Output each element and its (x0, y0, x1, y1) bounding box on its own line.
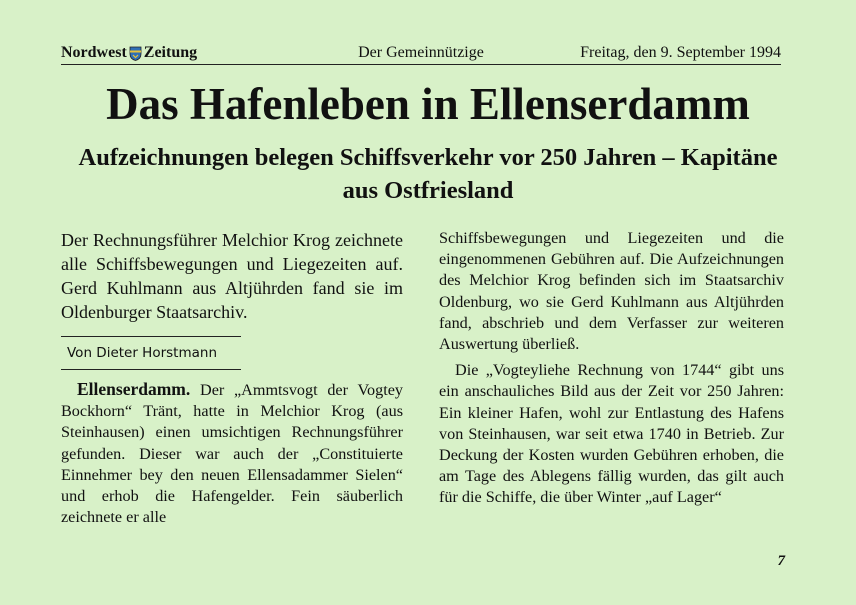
byline-box (61, 336, 241, 370)
headline: Das Hafenleben in Ellenserdamm (106, 79, 750, 129)
page-number: 7 (777, 553, 785, 569)
newspaper-name-part-1: Nordwest (61, 44, 127, 61)
article-column-left (61, 228, 403, 528)
lead-paragraph: Der Rechnungsführer Melchior Krog zeichnete alle Schiffsbewegungen und Liegezeiten auf. Gerd Kuhlmann aus Altjührden fand sie im Oldenburger Staatsarchiv. (61, 230, 403, 322)
article-column-right (439, 228, 784, 509)
byline-rule-bottom (61, 369, 241, 370)
body-paragraph-1-text: Der „Ammtsvogt der Vogtey Bockhorn“ Tränt, hatte in Melchior Krog (aus Steinhausen) einen umsichtigen Rechnungsführer gefunden. Dieser war auch der „Constituierte Einnehmer bey den neuen Ellensadammer Sielen“ und erhob die Hafengelder. Fein säuberlich zeichnete er alle (61, 381, 404, 527)
body-paragraph-1 (61, 379, 403, 528)
section-name: Der Gemeinnützige (358, 44, 484, 61)
dateline: Ellenserdamm. (77, 379, 191, 399)
byline: Von Dieter Horstmann (67, 345, 218, 361)
body-paragraph-1-continued: Schiffsbewegungen und Liegezeiten und die eingenommenen Gebühren auf. Die Aufzeichnungen des Melchior Krog befinden sich im Staatsarchiv Oldenburg, wo sie Gerd Kuhlmann aus Altjührden fand, abschrieb und dem Verfasser zur weiteren Auswertung überließ. (439, 229, 784, 354)
subheadline: Aufzeichnungen belegen Schiffsverkehr vor 250 Jahren – Kapitäne aus Ostfriesland (78, 144, 778, 204)
masthead (61, 44, 781, 65)
body-paragraph-2: Die „Vogteyliehe Rechnung von 1744“ gibt uns ein anschauliches Bild aus der Zeit vor 250 Jahren: Ein kleiner Hafen, wohl zur Entlastung des Hafens von Steinhausen, war seit etwa 1740 in Betrieb. Zur Deckung der Kosten wurden Gebühren erhoben, die am Tage des Ablegens fällig wurden, das gilt auch für die Schiffe, die über Winter „auf Lager“ (439, 361, 784, 507)
issue-date: Freitag, den 9. September 1994 (580, 44, 781, 61)
newspaper-name-part-2: Zeitung (143, 44, 198, 61)
